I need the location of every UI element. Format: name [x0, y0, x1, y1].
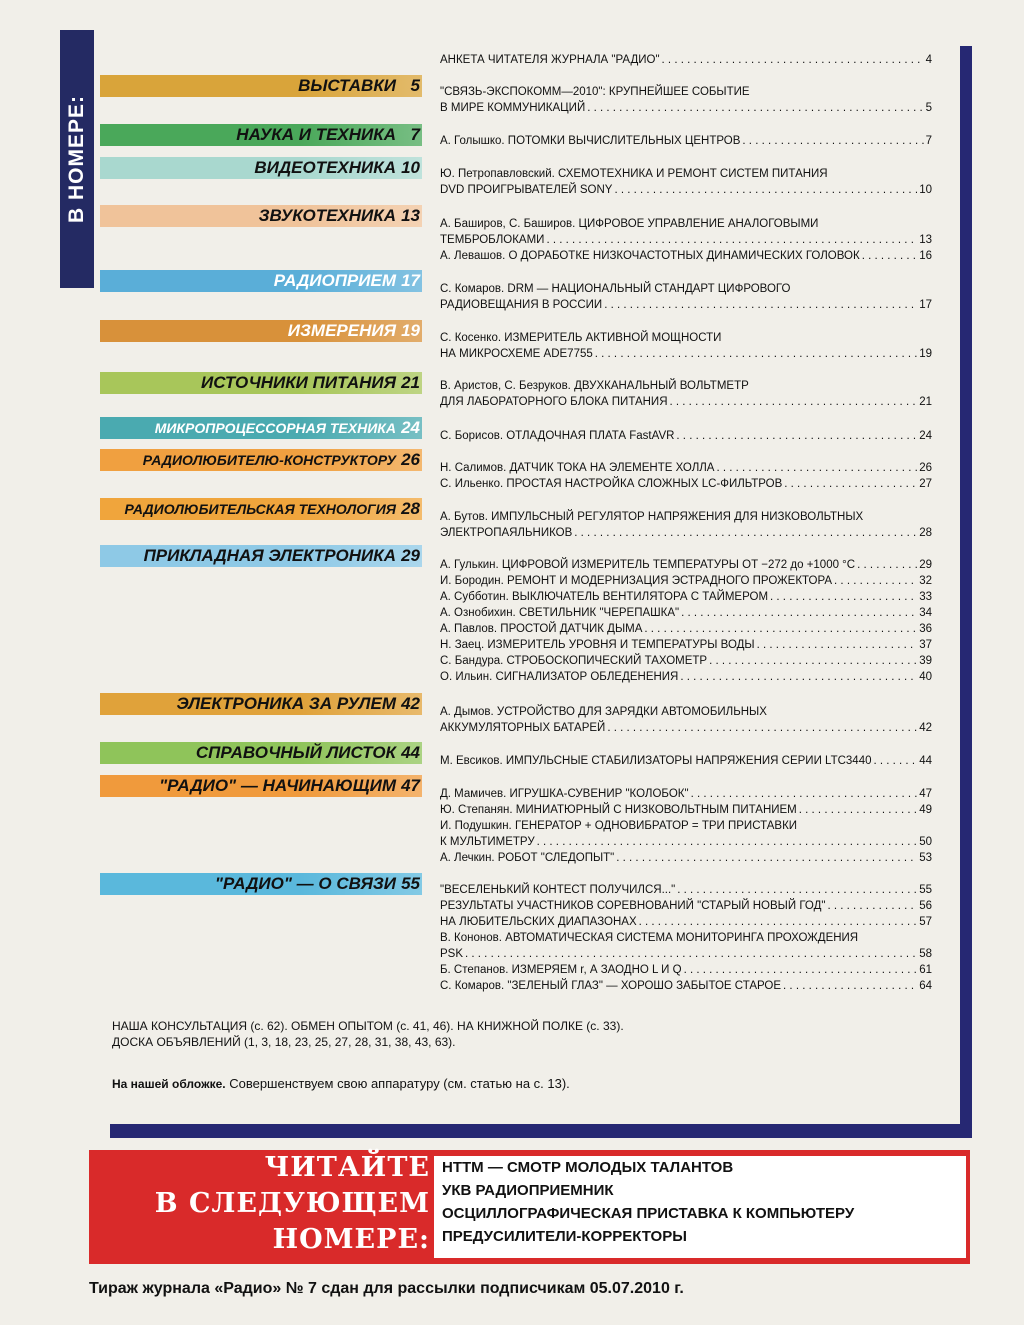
toc-entry: [440, 525, 932, 541]
toc-entry: [440, 216, 932, 232]
toc-title: "ВЕСЕЛЕНЬКИЙ КОНТЕСТ ПОЛУЧИЛСЯ...": [440, 884, 676, 896]
toc-page: 53: [919, 852, 932, 864]
toc-leader: [595, 346, 917, 362]
toc-page: 21: [919, 396, 932, 408]
toc-page: 33: [919, 591, 932, 603]
toc-title: Ю. Степанян. МИНИАТЮРНЫЙ С НИЗКОВОЛЬТНЫМ ПИТАНИЕМ: [440, 804, 797, 816]
toc-page: 17: [919, 299, 932, 311]
toc-page: 24: [919, 430, 932, 442]
toc-entry: [440, 720, 932, 736]
section-bar: [100, 75, 422, 97]
toc-title: М. Евсиков. ИМПУЛЬСНЫЕ СТАБИЛИЗАТОРЫ НАПРЯЖЕНИЯ СЕРИИ LTC3440: [440, 755, 872, 767]
toc-page: 61: [919, 964, 932, 976]
toc-group: [440, 753, 932, 769]
section-bar: [100, 449, 422, 471]
toc-title: С. Ильенко. ПРОСТАЯ НАСТРОЙКА СЛОЖНЫХ LC-ФИЛЬТРОВ: [440, 478, 783, 490]
section-label: МИКРОПРОЦЕССОРНАЯ ТЕХНИКА: [154, 420, 396, 436]
toc-page: 16: [919, 250, 932, 262]
toc-entry: [440, 100, 932, 116]
toc-leader: [770, 589, 917, 605]
toc-leader: [670, 394, 918, 410]
toc-leader: [684, 962, 918, 978]
toc-page: 57: [919, 916, 932, 928]
toc-title: Д. Мамичев. ИГРУШКА-СУВЕНИР "КОЛОБОК": [440, 788, 689, 800]
section-label: ИЗМЕРЕНИЯ: [287, 321, 396, 340]
toc-entry: [440, 346, 932, 362]
section-page: 47: [401, 776, 420, 795]
toc-title: А. Ознобихин. СВЕТИЛЬНИК "ЧЕРЕПАШКА": [440, 607, 680, 619]
next-issue-item: ОСЦИЛЛОГРАФИЧЕСКАЯ ПРИСТАВКА К КОМПЬЮТЕРУ: [442, 1205, 855, 1222]
toc-title: А. Голышко. ПОТОМКИ ВЫЧИСЛИТЕЛЬНЫХ ЦЕНТРОВ: [440, 135, 741, 147]
toc-group: [440, 330, 932, 362]
toc-entry: [440, 669, 932, 685]
toc-entry: [440, 428, 932, 444]
toc-leader: [857, 557, 917, 573]
toc-entry: [440, 460, 932, 476]
toc-title: "СВЯЗЬ-ЭКСПОКОММ—2010": КРУПНЕЙШЕЕ СОБЫТИЕ: [440, 86, 750, 98]
next-title-line: ЧИТАЙТЕ: [264, 1152, 430, 1183]
toc-title: АНКЕТА ЧИТАТЕЛЯ ЖУРНАЛА "РАДИО": [440, 54, 660, 66]
toc-page: 5: [925, 102, 932, 114]
toc-entry: [440, 394, 932, 410]
toc-page: 32: [919, 575, 932, 587]
section-label: РАДИОЛЮБИТЕЛЬСКАЯ ТЕХНОЛОГИЯ: [124, 501, 396, 517]
toc-entry: [440, 52, 932, 68]
toc-entry: [440, 882, 932, 898]
toc-leader: [607, 720, 917, 736]
toc-title: А. Дымов. УСТРОЙСТВО ДЛЯ ЗАРЯДКИ АВТОМОБИЛЬНЫХ: [440, 706, 767, 718]
toc-title: И. Бородин. РЕМОНТ И МОДЕРНИЗАЦИЯ ЭСТРАДНОГО ПРОЖЕКТОРА: [440, 575, 833, 587]
toc-entry: [440, 84, 932, 100]
toc-leader: [691, 786, 918, 802]
toc-title: ТЕМБРОБЛОКАМИ: [440, 234, 545, 246]
toc-leader: [574, 525, 917, 541]
section-page: 28: [401, 499, 420, 518]
toc-page: 19: [919, 348, 932, 360]
toc-group: [440, 509, 932, 541]
toc-title: А. Бутов. ИМПУЛЬСНЫЙ РЕГУЛЯТОР НАПРЯЖЕНИЯ ДЛЯ НИЗКОВОЛЬТНЫХ: [440, 511, 864, 523]
ads-line: ДОСКА ОБЪЯВЛЕНИЙ (1, 3, 18, 23, 25, 27, 28, 31, 38, 43, 63).: [112, 1035, 456, 1049]
toc-page: 39: [919, 655, 932, 667]
toc-leader: [799, 802, 917, 818]
toc-group: [440, 52, 932, 68]
cover-text: Совершенствуем свою аппаратуру (см. статью на с. 13).: [225, 1076, 570, 1091]
section-bar: [100, 372, 422, 394]
section-page: 7: [410, 125, 420, 144]
section-label: ЗВУКОТЕХНИКА: [258, 206, 396, 225]
toc-leader: [616, 850, 917, 866]
toc-group: [440, 704, 932, 736]
section-page: 17: [401, 271, 420, 290]
toc-leader: [604, 297, 917, 313]
cover-label: На нашей обложке.: [112, 1077, 226, 1091]
toc-page: 7: [925, 135, 932, 147]
section-page: 55: [401, 874, 420, 893]
toc-page: 42: [919, 722, 932, 734]
toc-entry: [440, 476, 932, 492]
section-page: 42: [401, 694, 420, 713]
toc-page: 28: [919, 527, 932, 539]
toc-title: И. Подушкин. ГЕНЕРАТОР + ОДНОВИБРАТОР = ТРИ ПРИСТАВКИ: [440, 820, 798, 832]
section-bar: [100, 873, 422, 895]
next-issue-item: УКВ РАДИОПРИЕМНИК: [442, 1182, 614, 1199]
vertical-title-bar: [60, 30, 94, 288]
toc-page: 10: [919, 184, 932, 196]
toc-title: DVD ПРОИГРЫВАТЕЛЕЙ SONY: [440, 184, 613, 196]
toc-entry: [440, 557, 932, 573]
section-bar: [100, 124, 422, 146]
toc-title: О. Ильин. СИГНАЛИЗАТОР ОБЛЕДЕНЕНИЯ: [440, 671, 679, 683]
cover-note: [112, 1076, 570, 1091]
next-title-line: НОМЕРЕ:: [272, 1224, 430, 1255]
toc-entry: [440, 232, 932, 248]
toc-leader: [677, 882, 917, 898]
toc-group: [440, 786, 932, 866]
toc-page: 4: [925, 54, 932, 66]
toc-page: 56: [919, 900, 932, 912]
toc-entry: [440, 914, 932, 930]
toc-group: [440, 166, 932, 198]
toc-group: [440, 378, 932, 410]
toc-title: Н. Салимов. ДАТЧИК ТОКА НА ЭЛЕМЕНТЕ ХОЛЛА: [440, 462, 715, 474]
circulation-footer: Тираж журнала «Радио» № 7 сдан для рассылки подписчикам 05.07.2010 г.: [89, 1280, 684, 1297]
toc-entry: [440, 621, 932, 637]
toc-leader: [662, 52, 924, 68]
section-bar: [100, 205, 422, 227]
section-label: ЭЛЕКТРОНИКА ЗА РУЛЕМ: [176, 694, 396, 713]
toc-page: 40: [919, 671, 932, 683]
toc-title: ЭЛЕКТРОПАЯЛЬНИКОВ: [440, 527, 573, 539]
toc-leader: [757, 637, 918, 653]
section-page: 44: [401, 743, 420, 762]
toc-group: [440, 882, 932, 994]
toc-entry: [440, 704, 932, 720]
toc-entry: [440, 834, 932, 850]
next-issue-list: [434, 1156, 966, 1258]
toc-entry: [440, 605, 932, 621]
toc-page: 26: [919, 462, 932, 474]
toc-group: [440, 281, 932, 313]
toc-entry: [440, 753, 932, 769]
toc-leader: [614, 182, 917, 198]
toc-leader: [465, 946, 917, 962]
toc-title: В МИРЕ КОММУНИКАЦИЙ: [440, 102, 586, 114]
toc-title: К МУЛЬТИМЕТРУ: [440, 836, 535, 848]
section-label: НАУКА И ТЕХНИКА: [236, 125, 396, 144]
toc-leader: [537, 834, 918, 850]
toc-title: С. Комаров. "ЗЕЛЕНЫЙ ГЛАЗ" — ХОРОШО ЗАБЫТОЕ СТАРОЕ: [440, 980, 782, 992]
toc-page: 64: [919, 980, 932, 992]
toc-title: Н. Заец. ИЗМЕРИТЕЛЬ УРОВНЯ И ТЕМПЕРАТУРЫ ВОДЫ: [440, 639, 755, 651]
toc-leader: [639, 914, 918, 930]
toc-leader: [783, 978, 917, 994]
section-page: 21: [401, 373, 420, 392]
toc-title: С. Косенко. ИЗМЕРИТЕЛЬ АКТИВНОЙ МОЩНОСТИ: [440, 332, 722, 344]
toc-title: АККУМУЛЯТОРНЫХ БАТАРЕЙ: [440, 722, 606, 734]
section-page: 26: [401, 450, 420, 469]
toc-group: [440, 557, 932, 685]
toc-entry: [440, 281, 932, 297]
toc-entry: [440, 786, 932, 802]
toc-title: ДЛЯ ЛАБОРАТОРНОГО БЛОКА ПИТАНИЯ: [440, 396, 668, 408]
toc-leader: [716, 460, 917, 476]
section-bar: [100, 417, 422, 439]
toc-page: 29: [919, 559, 932, 571]
toc-page: 37: [919, 639, 932, 651]
toc-page: 49: [919, 804, 932, 816]
section-label: "РАДИО" — НАЧИНАЮЩИМ: [159, 776, 396, 795]
toc-leader: [709, 653, 917, 669]
section-page: 29: [401, 546, 420, 565]
section-bar: [100, 742, 422, 764]
section-label: ИСТОЧНИКИ ПИТАНИЯ: [201, 373, 396, 392]
toc-title: А. Левашов. О ДОРАБОТКЕ НИЗКОЧАСТОТНЫХ ДИНАМИЧЕСКИХ ГОЛОВОК: [440, 250, 860, 262]
toc-entry: [440, 330, 932, 346]
section-page: 19: [401, 321, 420, 340]
section-label: РАДИОПРИЕМ: [273, 271, 396, 290]
toc-group: [440, 216, 932, 264]
section-bar: [100, 157, 422, 179]
toc-title: В. Кононов. АВТОМАТИЧЕСКАЯ СИСТЕМА МОНИТОРИНГА ПРОХОЖДЕНИЯ: [440, 932, 859, 944]
toc-page: 50: [919, 836, 932, 848]
toc-entry: [440, 637, 932, 653]
consultation-line: НАША КОНСУЛЬТАЦИЯ (с. 62). ОБМЕН ОПЫТОМ (с. 41, 46). НА КНИЖНОЙ ПОЛКЕ (с. 33).: [112, 1019, 624, 1033]
blue-horizontal-rule: [110, 1124, 972, 1138]
toc-title: РЕЗУЛЬТАТЫ УЧАСТНИКОВ СОРЕВНОВАНИЙ "СТАРЫЙ НОВЫЙ ГОД": [440, 900, 826, 912]
toc-leader: [681, 605, 917, 621]
toc-leader: [784, 476, 917, 492]
toc-leader: [644, 621, 917, 637]
section-bar: [100, 270, 422, 292]
toc-title: НА МИКРОСХЕМЕ ADE7755: [440, 348, 593, 360]
toc-leader: [742, 133, 923, 149]
toc-title: Б. Степанов. ИЗМЕРЯЕМ r, А ЗАОДНО L И Q: [440, 964, 682, 976]
toc-entry: [440, 509, 932, 525]
toc-page: 36: [919, 623, 932, 635]
toc-title: НА ЛЮБИТЕЛЬСКИХ ДИАПАЗОНАХ: [440, 916, 637, 928]
section-bar: [100, 320, 422, 342]
section-page: 5: [410, 76, 420, 95]
toc-entry: [440, 850, 932, 866]
toc-page: 55: [919, 884, 932, 896]
section-label: "РАДИО" — О СВЯЗИ: [214, 874, 396, 893]
toc-entry: [440, 589, 932, 605]
toc-page: 58: [919, 948, 932, 960]
toc-entry: [440, 573, 932, 589]
section-bar: [100, 775, 422, 797]
toc-page: 27: [919, 478, 932, 490]
toc-title: А. Субботин. ВЫКЛЮЧАТЕЛЬ ВЕНТИЛЯТОРА С ТАЙМЕРОМ: [440, 591, 769, 603]
toc-title: А. Баширов, С. Баширов. ЦИФРОВОЕ УПРАВЛЕНИЕ АНАЛОГОВЫМИ: [440, 218, 819, 230]
toc-group: [440, 460, 932, 492]
toc-entry: [440, 297, 932, 313]
toc-leader: [873, 753, 917, 769]
toc-page: 47: [919, 788, 932, 800]
toc-entry: [440, 378, 932, 394]
section-bar: [100, 545, 422, 567]
vertical-title: В НОМЕРЕ:: [65, 94, 88, 224]
section-label: СПРАВОЧНЫЙ ЛИСТОК: [195, 743, 396, 762]
toc-group: [440, 428, 932, 444]
toc-entry: [440, 978, 932, 994]
next-title-line: В СЛЕДУЮЩЕМ: [154, 1188, 430, 1219]
blue-vertical-rule: [960, 46, 972, 1134]
next-issue-item: НТТМ — СМОТР МОЛОДЫХ ТАЛАНТОВ: [442, 1159, 734, 1176]
section-page: 24: [401, 418, 420, 437]
toc-page: 34: [919, 607, 932, 619]
toc-leader: [680, 669, 917, 685]
toc-leader: [827, 898, 917, 914]
toc-title: РАДИОВЕЩАНИЯ В РОССИИ: [440, 299, 603, 311]
toc-title: С. Борисов. ОТЛАДОЧНАЯ ПЛАТА FastAVR: [440, 430, 675, 442]
toc-entry: [440, 166, 932, 182]
section-label: ВИДЕОТЕХНИКА: [254, 158, 396, 177]
toc-title: С. Комаров. DRM — НАЦИОНАЛЬНЫЙ СТАНДАРТ ЦИФРОВОГО: [440, 283, 791, 295]
toc-leader: [834, 573, 917, 589]
toc-title: С. Бандура. СТРОБОСКОПИЧЕСКИЙ ТАХОМЕТР: [440, 655, 708, 667]
toc-title: А. Гулькин. ЦИФРОВОЙ ИЗМЕРИТЕЛЬ ТЕМПЕРАТУРЫ ОТ −272 до +1000 °С: [440, 559, 856, 571]
section-bar: [100, 498, 422, 520]
toc-title: В. Аристов, С. Безруков. ДВУХКАНАЛЬНЫЙ ВОЛЬТМЕТР: [440, 380, 749, 392]
toc-entry: [440, 653, 932, 669]
toc-entry: [440, 962, 932, 978]
toc-title: Ю. Петропавловский. СХЕМОТЕХНИКА И РЕМОНТ СИСТЕМ ПИТАНИЯ: [440, 168, 828, 180]
section-page: 13: [401, 206, 420, 225]
toc-entry: [440, 946, 932, 962]
toc-entry: [440, 802, 932, 818]
toc-entry: [440, 248, 932, 264]
toc-entry: [440, 898, 932, 914]
toc-leader: [676, 428, 917, 444]
toc-title: А. Павлов. ПРОСТОЙ ДАТЧИК ДЫМА: [440, 623, 643, 635]
toc-page: 44: [919, 755, 932, 767]
toc-entry: [440, 182, 932, 198]
toc-leader: [546, 232, 917, 248]
next-issue-title: [140, 1150, 430, 1264]
toc-page: 13: [919, 234, 932, 246]
toc-leader: [587, 100, 923, 116]
section-label: ПРИКЛАДНАЯ ЭЛЕКТРОНИКА: [143, 546, 396, 565]
toc-title: PSK: [440, 948, 464, 960]
section-bar: [100, 693, 422, 715]
next-issue-item: ПРЕДУСИЛИТЕЛИ-КОРРЕКТОРЫ: [442, 1228, 687, 1245]
toc-group: [440, 133, 932, 149]
section-label: РАДИОЛЮБИТЕЛЮ-КОНСТРУКТОРУ: [142, 452, 396, 468]
toc-title: А. Лечкин. РОБОТ "СЛЕДОПЫТ": [440, 852, 615, 864]
toc-entry: [440, 930, 932, 946]
toc-leader: [862, 248, 918, 264]
toc-entry: [440, 818, 932, 834]
section-page: 10: [401, 158, 420, 177]
section-label: ВЫСТАВКИ: [298, 76, 396, 95]
toc-entry: [440, 133, 932, 149]
toc-group: [440, 84, 932, 116]
